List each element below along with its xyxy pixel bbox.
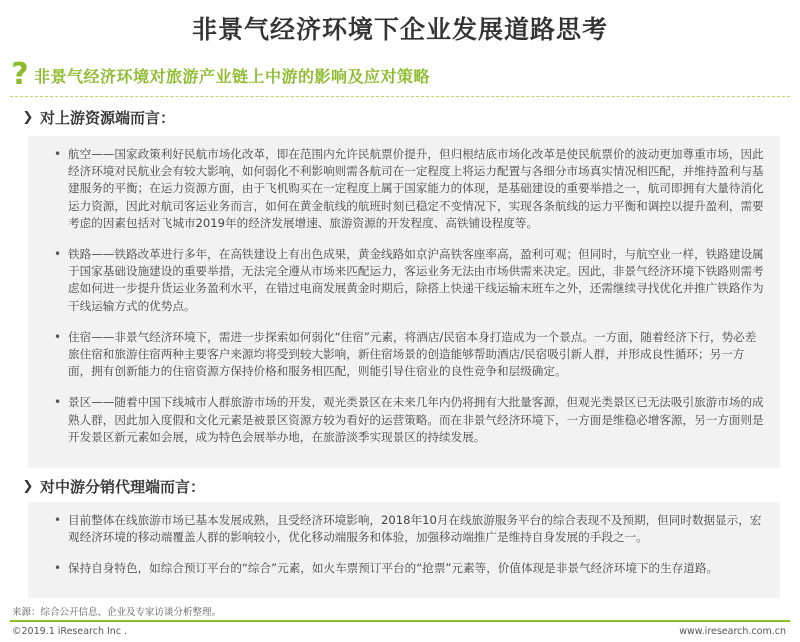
list-item-text: 目前整体在线旅游市场已基本发展成熟，且受经济环境影响，2018年10月在线旅游服务平台的综合表现不及预期，但同时数据显示，宏观经济环境的移动端覆盖人群的影响较小，优化移动端服务和体验，加强移动端推广是维持自身发展的手段之一。: [68, 513, 762, 545]
footer-divider: [10, 620, 790, 622]
list-item-lodging: [54, 329, 764, 381]
list-item-scenic: [54, 394, 764, 446]
list-item-aviation: [54, 146, 764, 232]
list-item-text: 景区——随着中国下线城市人群旅游市场的开发，观光类景区在未来几年内仍将拥有大批量客源，但观光类景区已无法吸引旅游市场的成熟人群，因此加入度假和文化元素是被景区资源方较为看好的运营策略。而在非景气经济环境下，一方面是维稳必增客源，另一方面则是开发景区新元素如会展，成为特色会展举办地，在旅游淡季实现景区的持续发展。: [68, 395, 764, 444]
bullet-dot-icon: •: [54, 513, 62, 527]
source-note: 来源：综合公开信息、企业及专家访谈分析整理。: [12, 607, 222, 618]
subtitle-bar: [10, 57, 790, 93]
list-item-text: 航空——国家政策利好民航市场化改革，即在范围内允许民航票价提升，但归根结底市场化改革是使民航票价的波动更加尊重市场，因此经济环境对民航业会有较大影响，如何弱化不利影响则需各航司在一定程度上将运力配置与各细分市场真实情况相匹配，并维持盈利与基建服务的平衡；在运力资源方面，由于飞机购买在一定程度上属于国家能力的体现，是基础建设的重要举措之一，航司即拥有大量待消化运力资源，因此对航司客运业务而言，如何在黄金航线的航班时刻已稳定不变情况下，实现各条航线的运力平衡和调控以提升盈利，需要考虑的因素包括对飞城市2019年的经济发展增速、旅游资源的开发程度、高铁铺设程度等。: [68, 147, 764, 230]
midstream-bullet-box: [28, 502, 780, 598]
bullet-dot-icon: •: [54, 147, 62, 161]
list-item-railway: [54, 246, 764, 315]
list-item-text: 铁路——铁路改革进行多年，在高铁建设上有出色成果，黄金线路如京沪高铁客座率高，盈利可观；但同时，与航空业一样，铁路建设属于国家基础设施建设的重要举措，无法完全遵从市场来匹配运力，客运业务无法由市场供需来决定。因此，非景气经济环境下铁路则需考虑如何进一步提升货运业务盈利水平，在错过电商发展黄金时期后，除搭上快递干线运输末班车之外，还需继续寻找优化并推广铁路作为干线运输方式的优势点。: [68, 247, 764, 313]
section-heading-text: 对上游资源端而言：: [40, 109, 176, 127]
section-heading-text: 对中游分销代理端而言：: [40, 478, 206, 496]
copyright: ©2019.1 iResearch Inc .: [12, 626, 128, 637]
list-item-text: 住宿——非景气经济环境下，需进一步探索如何弱化“住宿”元素，将酒店/民宿本身打造成为一个景点。一方面，随着经济下行，势必差旅住宿和旅游住宿两种主要客户来源均将受到较大影响，新住宿场景的创造能够帮助酒店/民宿吸引新人群，并形成良性循环；另一方面，拥有创新能力的住宿资源方保持价格和服务相匹配，则能引导住宿业的良性竞争和层级确定。: [68, 329, 757, 379]
bullet-dot-icon: •: [54, 329, 62, 344]
subtitle-text: 非景气经济环境对旅游产业链上中游的影响及应对策略: [34, 66, 431, 86]
bullet-dot-icon: •: [54, 395, 62, 410]
question-mark-icon: ?: [11, 57, 29, 92]
upstream-bullet-box: [28, 136, 780, 468]
chevron-right-icon: ❯: [22, 479, 34, 494]
chevron-right-icon: ❯: [22, 110, 34, 125]
list-item-online-market: [54, 512, 764, 546]
bullet-dot-icon: •: [54, 247, 62, 262]
website-link[interactable]: www.iresearch.com.cn: [679, 626, 786, 637]
section-heading-midstream: [22, 476, 205, 497]
list-item-own-features: [54, 560, 764, 577]
bullet-dot-icon: •: [54, 561, 62, 576]
section-heading-upstream: [22, 107, 175, 128]
page-title: 非景气经济环境下企业发展道路思考: [191, 15, 608, 44]
list-item-text: 保持自身特色，如综合预订平台的“综合”元素，如火车票预订平台的“抢票”元素等，价值体现是非景气经济环境下的生存道路。: [68, 561, 719, 576]
subtitle-divider: [10, 96, 790, 97]
